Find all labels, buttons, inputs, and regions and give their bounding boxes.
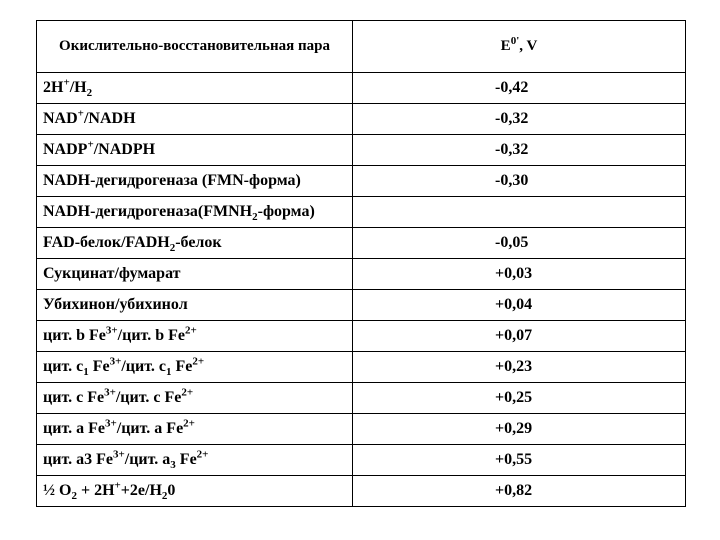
- table-row: [37, 104, 686, 135]
- potential-value-cell: -0,30: [353, 166, 686, 197]
- pair-text: Fe: [88, 358, 110, 375]
- redox-pair-cell: [37, 414, 353, 445]
- superscript: 2+: [183, 417, 195, 430]
- pair-text: цит. b Fe: [43, 327, 106, 344]
- superscript: 3+: [112, 448, 125, 461]
- subscript: 1: [166, 366, 172, 379]
- redox-pair-cell: [37, 383, 353, 414]
- pair-text: цит. c: [43, 358, 84, 375]
- subscript: 1: [83, 366, 89, 379]
- pair-text: /цит. a: [124, 451, 171, 468]
- redox-pair-cell: [37, 476, 353, 507]
- potential-value-cell: -0,42: [353, 73, 686, 104]
- table-row: [37, 414, 686, 445]
- table-row: [37, 259, 686, 290]
- pair-text: NADP: [43, 141, 88, 158]
- pair-text: /цит. c Fe: [115, 389, 182, 406]
- table-row: [37, 321, 686, 352]
- pair-text: NADH-дегидрогеназа(FMNH: [43, 203, 253, 220]
- pair-text: ½ O: [43, 482, 72, 499]
- pair-text: 0: [167, 482, 176, 499]
- table-body: [37, 73, 686, 507]
- potential-value-cell: +0,23: [353, 352, 686, 383]
- redox-pair-cell: [37, 352, 353, 383]
- superscript: +: [114, 479, 121, 492]
- pair-text: /цит. a Fe: [116, 420, 184, 437]
- pair-text: -белок: [175, 234, 222, 251]
- potential-value-cell: +0,25: [353, 383, 686, 414]
- pair-text: /H: [69, 79, 87, 96]
- table-row: [37, 228, 686, 259]
- subscript: 2: [86, 87, 93, 100]
- header-redox-pair: Окислительно-восстановительная пара: [37, 21, 353, 73]
- potential-value-cell: -0,32: [353, 135, 686, 166]
- pair-text: + 2H: [76, 482, 115, 499]
- redox-pair-cell: [37, 197, 353, 228]
- table-row: [37, 352, 686, 383]
- pair-text: цит. a Fe: [43, 420, 105, 437]
- pair-text: /NADH: [83, 110, 136, 127]
- subscript: 2: [169, 242, 176, 255]
- pair-text: /цит. b Fe: [117, 327, 185, 344]
- potential-value-cell: [353, 197, 686, 228]
- pair-text: NADH-дегидрогеназа (FMN-форма): [43, 172, 301, 189]
- potential-value-cell: +0,55: [353, 445, 686, 476]
- superscript: 2+: [184, 324, 197, 337]
- header-potential-unit: , V: [519, 38, 538, 54]
- superscript: +: [87, 138, 94, 151]
- table-header-row: [37, 21, 686, 73]
- potential-value-cell: -0,32: [353, 104, 686, 135]
- table-row: [37, 290, 686, 321]
- redox-pair-cell: [37, 166, 353, 197]
- superscript: 3+: [109, 355, 122, 368]
- redox-potential-table: [36, 20, 686, 507]
- potential-value-cell: +0,04: [353, 290, 686, 321]
- superscript: 3+: [104, 386, 116, 399]
- redox-pair-cell: [37, 445, 353, 476]
- redox-table-container: [36, 20, 685, 503]
- redox-pair-cell: [37, 321, 353, 352]
- table-row: [37, 445, 686, 476]
- superscript: 2+: [181, 386, 194, 399]
- pair-text: цит. c Fe: [43, 389, 105, 406]
- superscript: 3+: [105, 324, 118, 337]
- pair-text: /цит. c: [121, 358, 166, 375]
- table-row: [37, 476, 686, 507]
- pair-text: Убихинон/убихинол: [43, 296, 188, 313]
- redox-pair-cell: [37, 259, 353, 290]
- superscript: 3+: [104, 417, 117, 430]
- table-row: [37, 166, 686, 197]
- header-potential: [353, 21, 686, 73]
- superscript: +: [77, 107, 84, 120]
- subscript: 2: [71, 490, 77, 503]
- superscript: 2+: [196, 448, 209, 461]
- redox-pair-cell: [37, 228, 353, 259]
- pair-text: Fe: [175, 451, 197, 468]
- redox-pair-cell: [37, 135, 353, 166]
- table-row: [37, 73, 686, 104]
- pair-text: 2H: [43, 79, 64, 96]
- header-potential-symbol: E: [500, 38, 511, 54]
- redox-pair-cell: [37, 73, 353, 104]
- header-potential-superscript: 0': [510, 35, 520, 47]
- pair-text: FAD-белок/FADH: [43, 234, 170, 251]
- pair-text: Сукцинат/фумарат: [43, 265, 181, 282]
- potential-value-cell: +0,07: [353, 321, 686, 352]
- pair-text: цит. a3 Fe: [43, 451, 113, 468]
- subscript: 2: [161, 490, 168, 503]
- pair-text: Fe: [171, 358, 193, 375]
- potential-value-cell: -0,05: [353, 228, 686, 259]
- pair-text: -форма): [257, 203, 315, 220]
- superscript: 2+: [192, 355, 205, 368]
- subscript: 3: [170, 459, 176, 472]
- potential-value-cell: +0,82: [353, 476, 686, 507]
- redox-pair-cell: [37, 104, 353, 135]
- subscript: 2: [252, 211, 258, 224]
- potential-value-cell: +0,03: [353, 259, 686, 290]
- potential-value-cell: +0,29: [353, 414, 686, 445]
- table-row: [37, 383, 686, 414]
- pair-text: NAD: [43, 110, 78, 127]
- superscript: +: [63, 76, 70, 89]
- pair-text: +2e/H: [120, 482, 162, 499]
- pair-text: /NADPH: [93, 141, 156, 158]
- redox-pair-cell: [37, 290, 353, 321]
- table-row: [37, 135, 686, 166]
- table-row: [37, 197, 686, 228]
